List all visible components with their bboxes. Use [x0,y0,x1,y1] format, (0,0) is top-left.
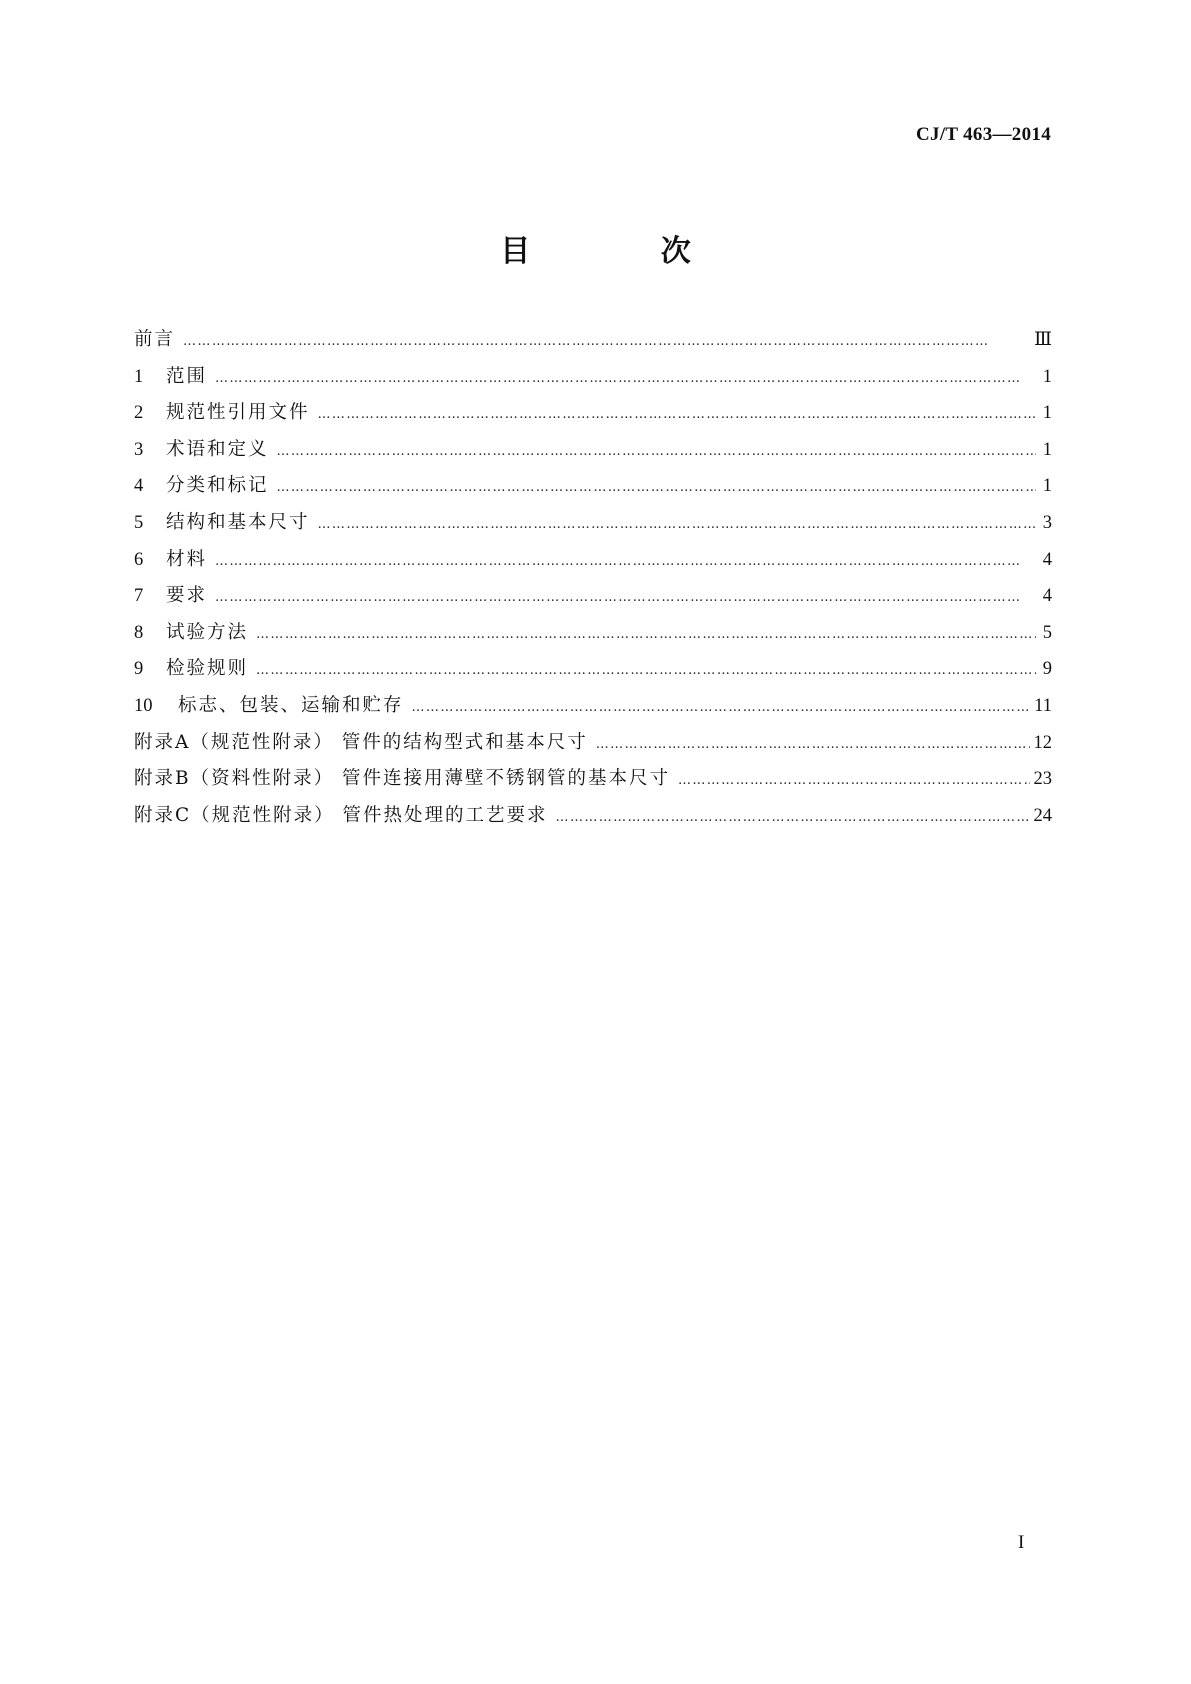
toc-entry-9[interactable] [134,651,1052,688]
toc-leader-dots [215,580,1036,617]
toc-entry-label: 规范性引用文件 [166,402,310,424]
toc-entry-page: Ⅲ [1034,330,1052,350]
toc-entry-appendix-b[interactable] [134,761,1052,798]
toc-entry-page: 9 [1042,659,1052,680]
toc-entry-7[interactable] [134,578,1052,615]
toc-entry-label: 前言 [134,329,176,350]
toc-entry-label: 要求 [166,585,208,607]
toc-leader-dots [256,617,1036,654]
toc-entry-page: 1 [1042,476,1052,497]
toc-entry-1[interactable] [134,359,1052,396]
page-title: 目 次 [500,234,751,269]
toc-entry-label: 检验规则 [166,658,249,680]
toc-entry-4[interactable] [134,468,1052,505]
toc-entry-number: 8 [134,622,144,643]
toc-entry-page: 23 [1033,769,1052,790]
toc-entry-number: 6 [134,549,144,570]
toc-leader-dots [215,544,1036,581]
toc-entry-number: 2 [134,403,144,424]
toc-entry-page: 5 [1042,622,1052,643]
toc-entry-page: 1 [1042,403,1052,424]
toc-entry-label: 分类和标记 [166,475,269,497]
toc-entry-page: 1 [1042,439,1052,460]
toc-leader-dots [678,763,1030,800]
toc-entry-page: 12 [1033,732,1052,753]
toc-leader-dots [318,507,1036,544]
toc-entry-label: 术语和定义 [166,438,269,460]
toc-entry-label: 附录B（资料性附录） 管件连接用薄壁不锈钢管的基本尺寸 [134,768,670,790]
toc-entry-page: 1 [1042,366,1052,387]
toc-entry-label: 结构和基本尺寸 [166,511,310,533]
toc-leader-dots [556,800,1030,837]
toc-entry-5[interactable] [134,505,1052,542]
toc-entry-label: 附录A（规范性附录） 管件的结构型式和基本尺寸 [134,731,588,753]
toc-entry-2[interactable] [134,395,1052,432]
toc-leader-dots [277,470,1036,507]
toc-entry-label: 材料 [166,548,208,570]
toc-entry-number: 10 [134,695,153,716]
toc-entry-label: 试验方法 [166,621,249,643]
toc-leader-dots [183,324,1030,361]
toc-entry-appendix-a[interactable] [134,725,1052,762]
toc-leader-dots [596,727,1030,764]
toc-entry-number: 7 [134,586,144,607]
toc-entry-appendix-c[interactable] [134,798,1052,835]
toc-entry-number: 9 [134,659,144,680]
table-of-contents [134,322,1052,834]
toc-entry-number: 3 [134,439,144,460]
toc-entry-page: 4 [1042,586,1052,607]
toc-entry-number: 4 [134,476,144,497]
toc-entry-number: 1 [134,366,144,387]
toc-entry-label: 附录C（规范性附录） 管件热处理的工艺要求 [134,804,548,826]
toc-leader-dots [277,434,1036,471]
standard-code: CJ/T 463—2014 [916,124,1051,145]
toc-entry-3[interactable] [134,432,1052,469]
toc-leader-dots [215,361,1036,398]
toc-entry-page: 4 [1042,549,1052,570]
toc-entry-number: 5 [134,512,144,533]
toc-entry-label: 范围 [166,365,208,387]
toc-entry-6[interactable] [134,542,1052,579]
toc-entry-page: 11 [1034,695,1052,716]
toc-entry-foreword[interactable] [134,322,1052,359]
page-number: I [1018,1532,1025,1553]
toc-entry-page: 24 [1033,805,1052,826]
toc-leader-dots [412,690,1031,727]
toc-leader-dots [256,653,1036,690]
toc-entry-8[interactable] [134,615,1052,652]
toc-entry-label: 标志、包装、运输和贮存 [178,694,404,716]
toc-entry-page: 3 [1042,512,1052,533]
toc-leader-dots [318,397,1036,434]
toc-entry-10[interactable] [134,688,1052,725]
